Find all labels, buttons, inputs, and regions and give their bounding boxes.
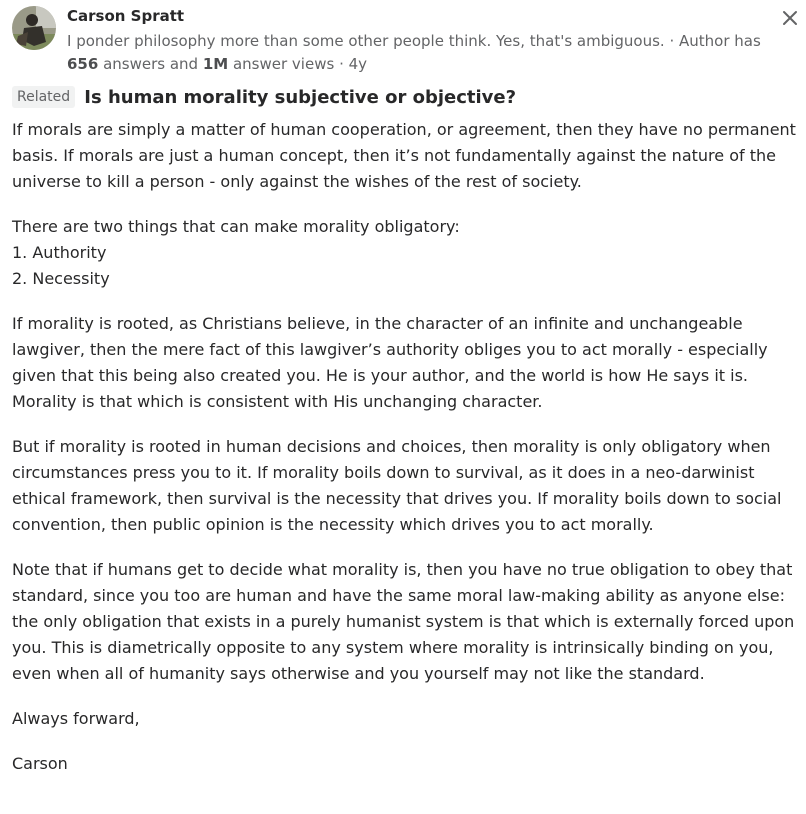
separator: ·: [664, 32, 680, 50]
author-name[interactable]: Carson Spratt: [67, 7, 185, 25]
list-item: 2. Necessity: [12, 269, 110, 288]
answer-paragraph: If morality is rooted, as Christians believe, in the character of an infinite and unchangeable lawgiver, then the mere fact of this lawgiver’s authority obliges you to act morally - especially given that this being also created you. He is your author, and the world is how He says it is. Morality is that which is consistent with His unchanging character.: [12, 314, 768, 411]
answer-age[interactable]: 4y: [348, 55, 368, 73]
answers-count: 656: [67, 55, 99, 73]
answer-paragraph: Note that if humans get to decide what morality is, then you have no true obligation to obey that standard, since you too are human and have the same moral law-making ability as anyone else: the only obligation that exists in a purely humanist system is that which is externally forced upon you. This is diametrically opposite to any system where morality is intrinsically binding on you, even when all of humanity says otherwise and you yourself may not like the standard.: [12, 560, 795, 683]
answer-content: [12, 117, 804, 796]
related-badge: Related: [12, 86, 75, 108]
related-question-title[interactable]: Is human morality subjective or objective?: [84, 86, 517, 108]
related-question-row: [12, 86, 516, 112]
separator: ·: [334, 55, 349, 73]
close-icon: [778, 6, 802, 30]
close-button[interactable]: [778, 6, 802, 30]
answer-paragraph-list: [12, 214, 804, 292]
avatar[interactable]: [12, 6, 56, 50]
answers-label: answers and: [98, 55, 203, 73]
credential-text: I ponder philosophy more than some other people think. Yes, that's ambiguous.: [67, 32, 665, 50]
answer-header: [12, 4, 782, 76]
author-has-label: Author has: [679, 32, 761, 50]
answer-paragraph: If morals are simply a matter of human cooperation, or agreement, then they have no permanent basis. If morals are just a human concept, then it’s not fundamentally against the nature of the universe to kill a person - only against the wishes of the rest of society.: [12, 120, 796, 191]
views-count: 1M: [202, 55, 229, 73]
answer-paragraph: But if morality is rooted in human decisions and choices, then morality is only obligatory when circumstances press you to it. If morality boils down to survival, as it does in a neo-darwinist ethical framework, then survival is the necessity that drives you. If morality boils down to social convention, then public opinion is the necessity which drives you to act morally.: [12, 437, 782, 534]
views-label: answer views: [228, 55, 335, 73]
list-intro: There are two things that can make morality obligatory:: [12, 217, 460, 236]
list-item: 1. Authority: [12, 243, 107, 262]
answer-signature: Carson: [12, 754, 68, 773]
author-credential: [67, 30, 767, 76]
avatar-image: [12, 6, 56, 50]
answer-signoff: Always forward,: [12, 709, 140, 728]
